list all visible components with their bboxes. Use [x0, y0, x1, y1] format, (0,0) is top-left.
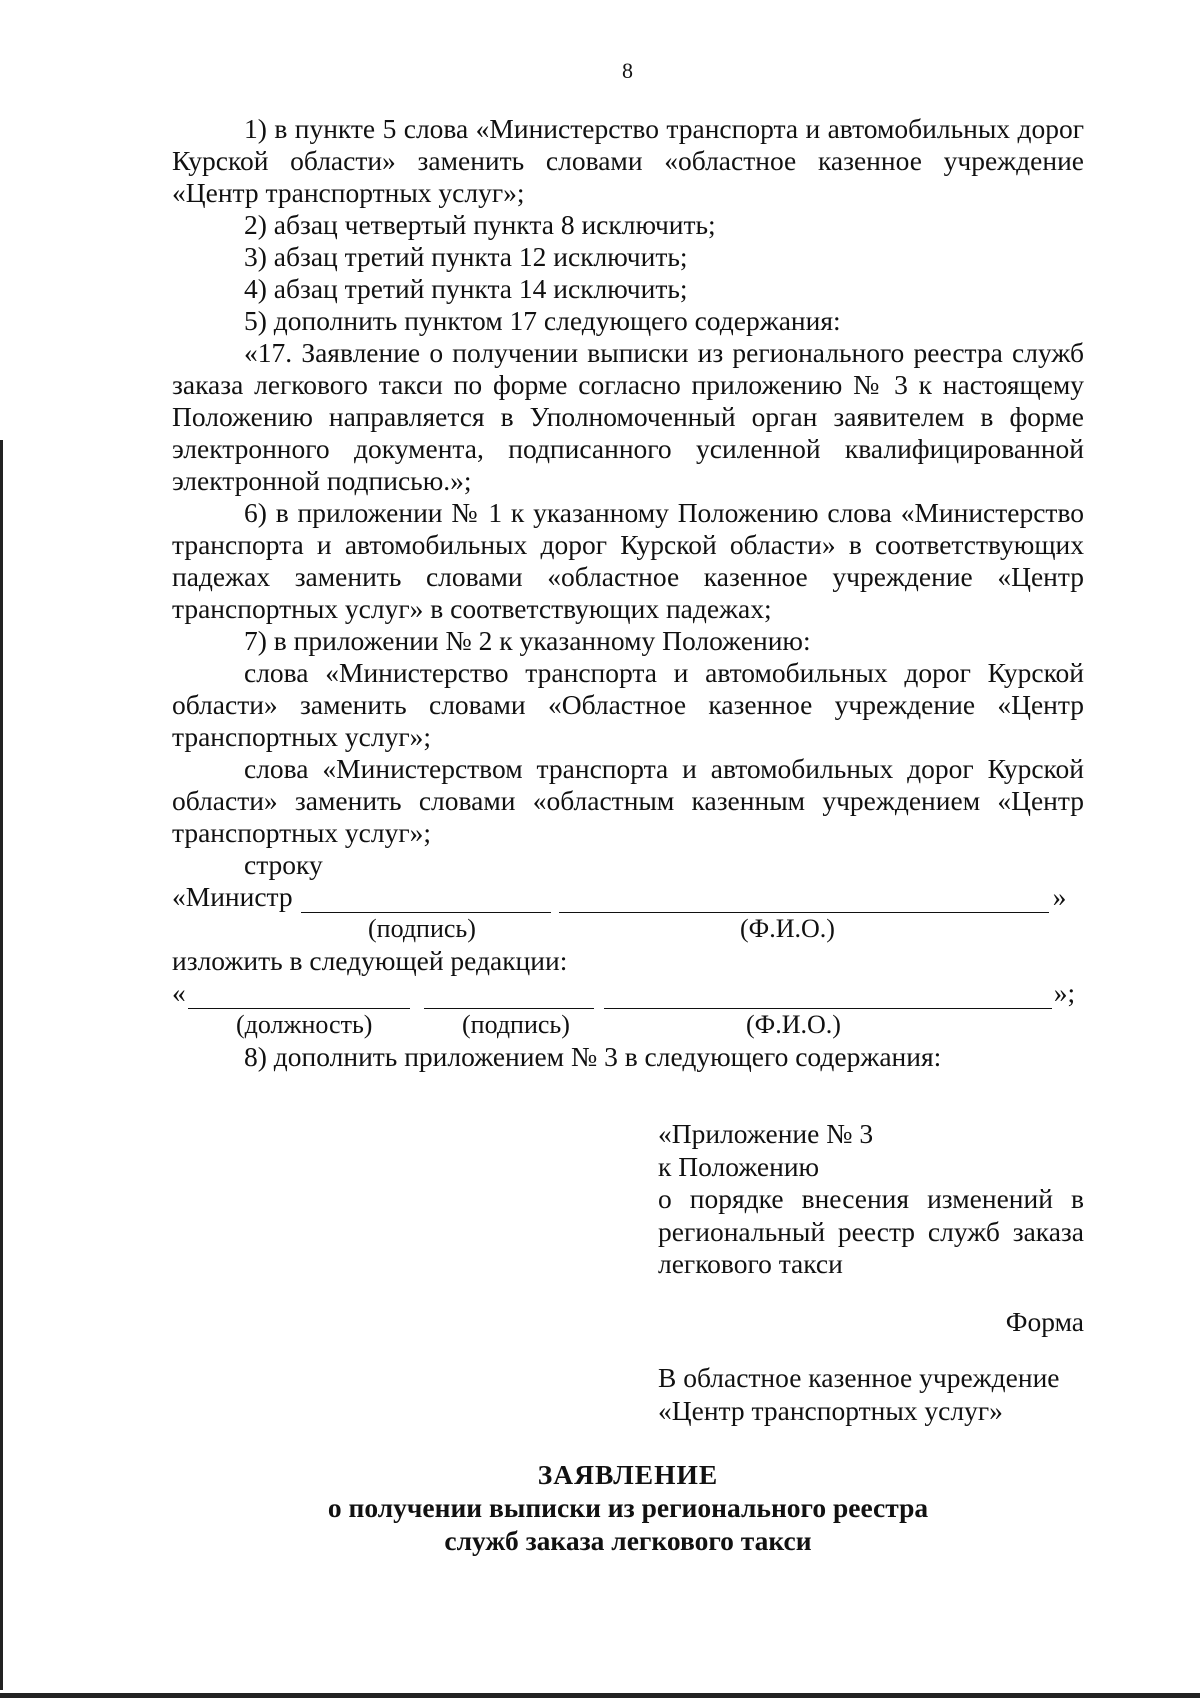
form-label: Форма: [1005, 1306, 1084, 1337]
paragraph-1: 1) в пункте 5 слова «Министерство транспорта и автомобильных дорог Курской области» заменить словами «областное казенное учреждение «Центр транспортных услуг»;: [172, 113, 1084, 208]
caption-name: (Ф.И.О.): [740, 914, 835, 943]
new-signature-line: [172, 977, 1084, 1009]
appendix-line-1: «Приложение № 3: [658, 1118, 874, 1149]
minister-prefix: «Министр: [172, 881, 293, 912]
paragraph-4: 4) абзац третий пункта 14 исключить;: [244, 273, 688, 304]
title-line-3: служб заказа легкового такси: [444, 1525, 812, 1556]
paragraph-6: 6) в приложении № 1 к указанному Положению слова «Министерство транспорта и автомобильных дорог Курской области» в соответствующих падежах заменить словами «областное казенное учреждение «Центр транспортных услуг» в соответствующих падежах;: [172, 497, 1084, 624]
caption-signature-2: (подпись): [462, 1010, 570, 1039]
minister-captions: [172, 913, 1084, 945]
paragraph-7c: строку: [244, 849, 323, 880]
position-blank: [188, 982, 410, 1009]
caption-signature: (подпись): [368, 914, 476, 943]
signature-blank-2: [424, 982, 594, 1009]
new-captions: [172, 1009, 1084, 1041]
paragraph-8: 8) дополнить приложением № 3 в следующего содержания:: [244, 1041, 942, 1072]
name-blank-2: [604, 982, 1052, 1009]
scan-edge-bottom: [0, 1693, 1200, 1698]
signature-blank: [301, 886, 551, 913]
title-line-1: ЗАЯВЛЕНИЕ: [537, 1459, 719, 1490]
paragraph-17-text: «17. Заявление о получении выписки из регионального реестра служб заказа легкового такси по форме согласно приложению № 3 к настоящему Положению направляется в Уполномоченный орган заявителем в форме электронного документа, подписанного усиленной квалифицированной электронной подписью.»;: [172, 337, 1084, 496]
new-prefix: «: [172, 977, 186, 1008]
new-suffix: »;: [1053, 977, 1076, 1008]
scan-edge-left: [0, 440, 3, 1690]
page-number: 8: [622, 58, 633, 83]
addressee-line-1: В областное казенное учреждение: [658, 1362, 1060, 1393]
paragraph-7b: слова «Министерством транспорта и автомобильных дорог Курской области» заменить словами «областным казенным учреждением «Центр транспортных услуг»;: [172, 753, 1084, 848]
caption-position: (должность): [236, 1010, 373, 1039]
caption-name-2: (Ф.И.О.): [746, 1010, 841, 1039]
appendix-line-2: к Положению: [658, 1150, 820, 1182]
application-title: [172, 1458, 1084, 1557]
minister-suffix: »: [1052, 881, 1067, 912]
addressee-block: [658, 1362, 1088, 1427]
appendix-header: [658, 1118, 1084, 1281]
paragraph-7a: слова «Министерство транспорта и автомобильных дорог Курской области» заменить словами «Областное казенное учреждение «Центр транспортных услуг»;: [172, 657, 1084, 752]
paragraph-7: 7) в приложении № 2 к указанному Положению:: [244, 625, 811, 656]
appendix-line-3: о порядке внесения изменений в региональный реестр служб заказа легкового такси: [658, 1183, 1084, 1279]
paragraph-5: 5) дополнить пунктом 17 следующего содержания:: [244, 305, 841, 336]
minister-signature-line: [172, 881, 1084, 913]
paragraph-7-after: изложить в следующей редакции:: [172, 945, 568, 976]
paragraph-3: 3) абзац третий пункта 12 исключить;: [244, 241, 688, 272]
name-blank: [559, 886, 1049, 913]
addressee-line-2: «Центр транспортных услуг»: [658, 1394, 1003, 1426]
paragraph-2: 2) абзац четвертый пункта 8 исключить;: [244, 209, 716, 240]
title-line-2: о получении выписки из регионального реестра: [327, 1492, 929, 1523]
document-body: [172, 113, 1084, 1073]
